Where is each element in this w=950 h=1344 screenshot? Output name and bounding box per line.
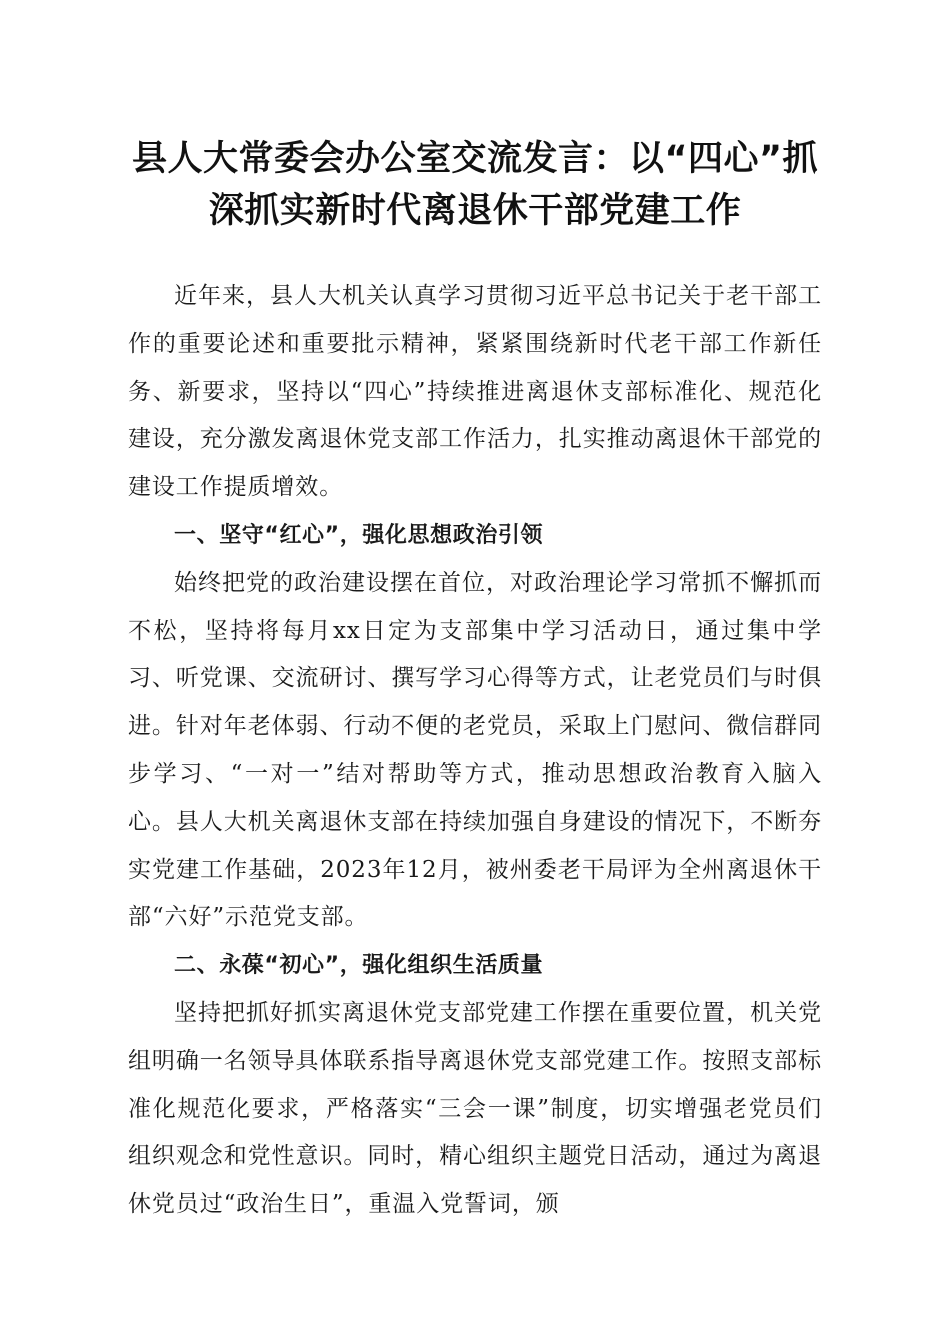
section-1-paragraph: 始终把党的政治建设摆在首位，对政治理论学习常抓不懈抓而不松，坚持将每月xx日定为支部集中学习活动日，通过集中学习、听党课、交流研讨、撰写学习心得等方式，让老党员们与时俱进。针对年老体弱、行动不便的老党员，采取上门慰问、微信群同步学习、“一对一”结对帮助等方式，推动思想政治教育入脑入心。县人大机关离退休支部在持续加强自身建设的情况下，不断夯实党建工作基础，2023年12月，被州委老干局评为全州离退休干部“六好”示范党支部。	[128, 569, 822, 931]
section-2-paragraph: 坚持把抓好抓实离退休党支部党建工作摆在重要位置，机关党组明确一名领导具体联系指导离退休党支部党建工作。按照支部标准化规范化要求，严格落实“三会一课”制度，切实增强老党员们组织观念和党性意识。同时，精心组织主题党日活动，通过为离退休党员过“政治生日”，重温入党誓词，颁	[128, 999, 822, 1218]
document-body	[128, 273, 822, 1229]
title-line-2: 深抓实新时代离退休干部党建工作	[208, 191, 742, 231]
section-1-heading: 一、坚守“红心”，强化思想政治引领	[174, 522, 544, 548]
title-line-1: 县人大常委会办公室交流发言：以“四心”抓	[131, 139, 818, 179]
document-title	[100, 133, 850, 237]
intro-paragraph: 近年来，县人大机关认真学习贯彻习近平总书记关于老干部工作的重要论述和重要批示精神，紧紧围绕新时代老干部工作新任务、新要求，坚持以“四心”持续推进离退休支部标准化、规范化建设，充分激发离退休党支部工作活力，扎实推动离退休干部党的建设工作提质增效。	[128, 283, 822, 501]
section-2-heading: 二、永葆“初心”，强化组织生活质量	[174, 953, 544, 979]
